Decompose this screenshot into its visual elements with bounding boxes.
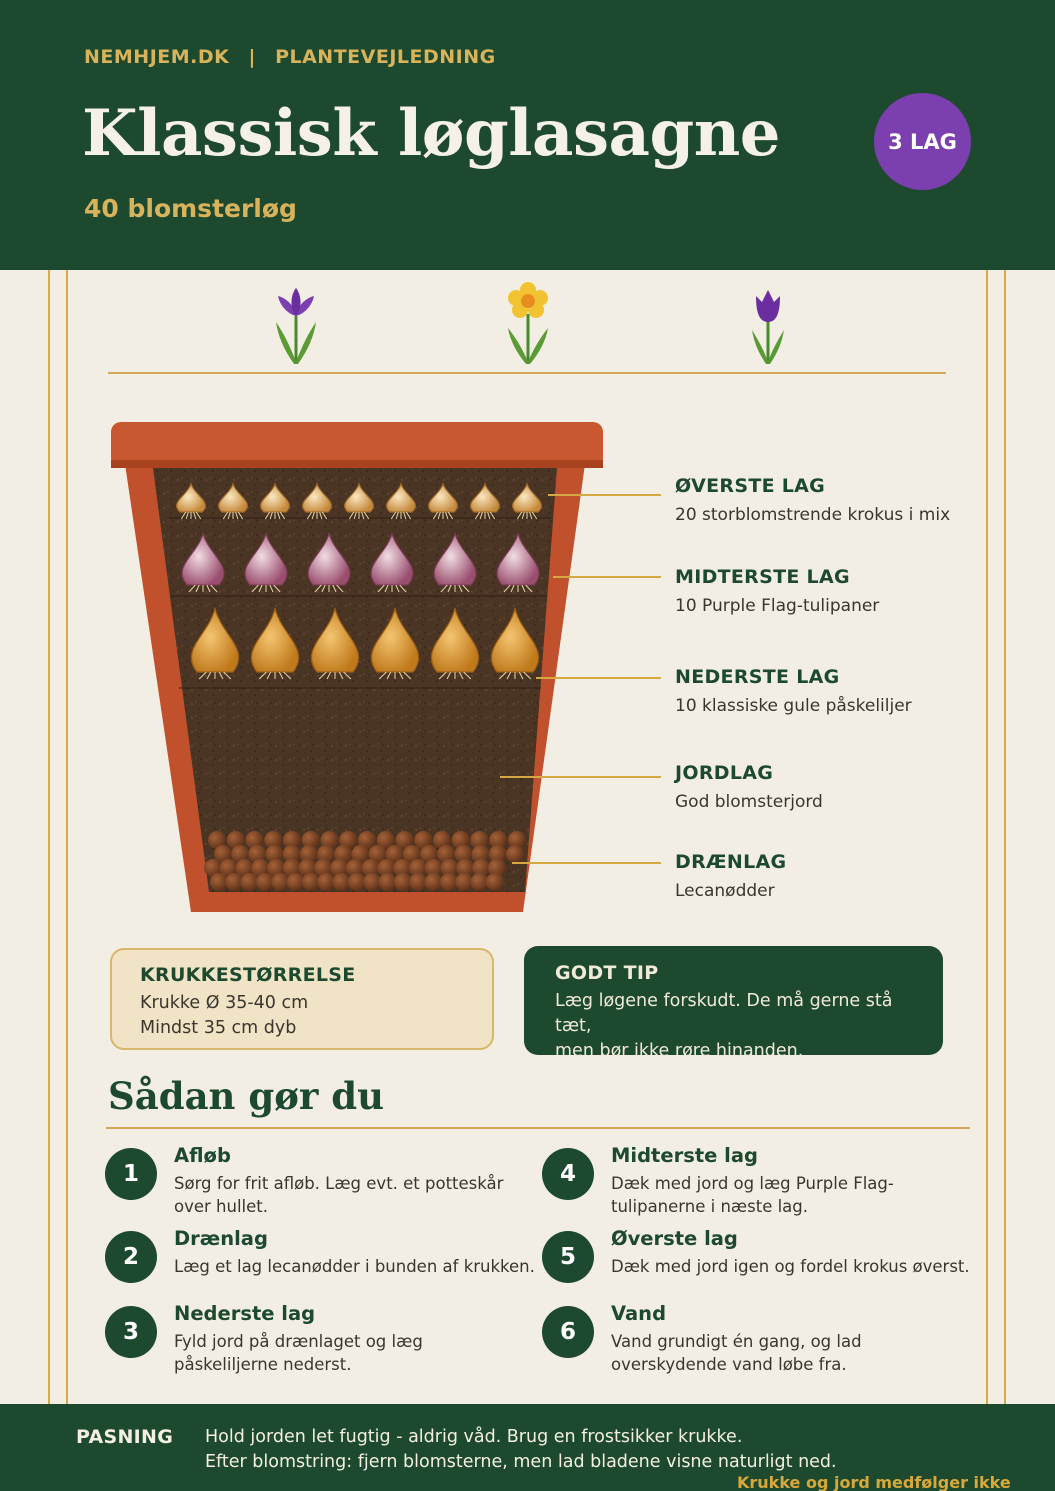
leca-ball xyxy=(348,873,366,891)
leader-middle xyxy=(553,576,661,578)
leca-ball xyxy=(394,873,412,891)
tip-box xyxy=(524,946,943,1061)
daffodil-icon xyxy=(503,280,553,366)
step-description: Fyld jord på drænlaget og læg påskeliljerne nederst. xyxy=(174,1332,423,1374)
tip-line: men bør ikke røre hinanden. xyxy=(555,1041,804,1061)
leca-ball xyxy=(210,873,228,891)
step-title: Midterste lag xyxy=(611,1144,758,1167)
layer-text: 10 klassiske gule påskeliljer xyxy=(675,696,912,716)
leca-ball xyxy=(471,873,489,891)
step-number: 4 xyxy=(542,1148,594,1200)
layer-heading: JORDLAG xyxy=(675,762,774,784)
leader-drain xyxy=(512,862,661,864)
leca-ball xyxy=(241,873,259,891)
leader-bottom xyxy=(536,677,661,679)
layer-callout-soil xyxy=(675,762,823,812)
flower-divider xyxy=(108,372,946,374)
breadcrumb-separator: | xyxy=(248,46,256,68)
pot-size-text xyxy=(140,991,464,1041)
pot-cross-section xyxy=(105,420,605,916)
step-description: Dæk med jord og læg Purple Flag-tulipanerne i næste lag. xyxy=(611,1174,894,1216)
pot-size-line: Krukke Ø 35-40 cm xyxy=(140,993,309,1013)
step-number: 1 xyxy=(105,1148,157,1200)
care-footer xyxy=(0,1404,1055,1491)
care-text-line: Efter blomstring: fjern blomsterne, men lad bladene visne naturligt ned. xyxy=(205,1452,837,1472)
site-name: NEMHJEM.DK xyxy=(84,46,230,68)
leca-ball xyxy=(333,873,351,891)
leader-top xyxy=(548,494,661,496)
layer-text: 10 Purple Flag-tulipaner xyxy=(675,596,880,616)
layer-count-badge: 3 LAG xyxy=(874,93,971,190)
frame-line-left-inner xyxy=(66,270,68,1404)
leca-balls xyxy=(204,831,526,891)
leca-ball xyxy=(506,845,524,863)
step-number: 2 xyxy=(105,1231,157,1283)
step-title: Afløb xyxy=(174,1144,231,1167)
leca-ball xyxy=(409,873,427,891)
step-title: Drænlag xyxy=(174,1227,268,1250)
leca-ball xyxy=(379,873,397,891)
leca-ball xyxy=(425,873,443,891)
section-name: PLANTEVEJLEDNING xyxy=(275,46,496,68)
layer-text: God blomsterjord xyxy=(675,792,823,812)
step-description: Sørg for frit afløb. Læg evt. et potteskår over hullet. xyxy=(174,1174,504,1216)
tip-text xyxy=(555,989,912,1064)
frame-line-left xyxy=(48,270,50,1404)
step-description: Læg et lag lecanødder i bunden af krukken. xyxy=(174,1257,535,1276)
step-title: Øverste lag xyxy=(611,1227,738,1250)
leca-ball xyxy=(317,873,335,891)
page-subtitle: 40 blomsterløg xyxy=(84,194,297,223)
step-description: Vand grundigt én gang, og lad overskydende vand løbe fra. xyxy=(611,1332,862,1374)
crocus-icon xyxy=(270,286,322,366)
tip-line: Læg løgene forskudt. De må gerne stå tæt, xyxy=(555,991,893,1036)
tip-heading: GODT TIP xyxy=(555,962,659,984)
layer-heading: ØVERSTE LAG xyxy=(675,475,826,497)
care-label: PASNING xyxy=(76,1426,174,1448)
step-title: Vand xyxy=(611,1302,667,1325)
step-number: 6 xyxy=(542,1306,594,1358)
leca-ball xyxy=(287,873,305,891)
layer-heading: DRÆNLAG xyxy=(675,851,787,873)
leca-ball xyxy=(271,873,289,891)
header xyxy=(0,0,1055,270)
step-title: Nederste lag xyxy=(174,1302,316,1325)
leca-ball xyxy=(455,873,473,891)
leca-ball xyxy=(363,873,381,891)
page-title: Klassisk løglasagne xyxy=(82,96,780,171)
leca-ball xyxy=(302,873,320,891)
leca-ball xyxy=(440,873,458,891)
pot-size-line: Mindst 35 cm dyb xyxy=(140,1018,297,1038)
care-text-line: Hold jorden let fugtig - aldrig våd. Brug en frostsikker krukke. xyxy=(205,1427,743,1447)
step-number: 5 xyxy=(542,1231,594,1283)
pot-size-heading: KRUKKESTØRRELSE xyxy=(140,964,356,986)
frame-line-right xyxy=(1004,270,1006,1404)
leca-ball xyxy=(486,873,504,891)
layer-callout-top xyxy=(675,475,950,525)
pot-size-box xyxy=(110,948,494,1050)
layer-heading: MIDTERSTE LAG xyxy=(675,566,850,588)
tulip-icon xyxy=(748,288,788,366)
layer-callout-bottom xyxy=(675,666,912,716)
layer-callout-middle xyxy=(675,566,879,616)
step-number: 3 xyxy=(105,1306,157,1358)
step-description: Dæk med jord igen og fordel krokus øverst. xyxy=(611,1257,970,1276)
frame-line-right-inner xyxy=(986,270,988,1404)
layer-heading: NEDERSTE LAG xyxy=(675,666,840,688)
leader-soil xyxy=(500,776,661,778)
layer-text: 20 storblomstrende krokus i mix xyxy=(675,505,951,525)
layer-text: Lecanødder xyxy=(675,881,775,901)
breadcrumb xyxy=(84,46,496,68)
layer-callout-drain xyxy=(675,851,786,901)
leca-ball xyxy=(225,873,243,891)
leca-ball xyxy=(256,873,274,891)
disclaimer-note: Krukke og jord medfølger ikke xyxy=(737,1473,1011,1491)
howto-title: Sådan gør du xyxy=(108,1074,385,1118)
howto-divider xyxy=(106,1127,970,1129)
